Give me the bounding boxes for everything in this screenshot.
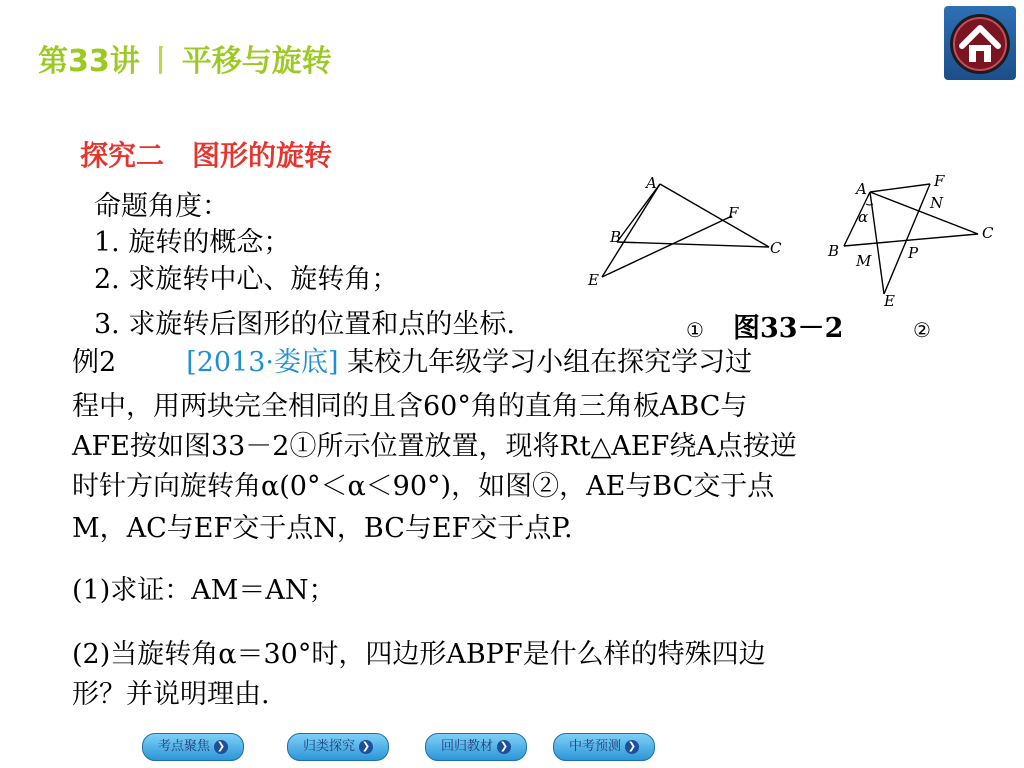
example-text: 某校九年级学习小组在探究学习过 [347,347,753,378]
lecture-topic: 平移与旋转 [181,44,332,79]
chevron-right-icon: ❯ [214,740,228,754]
nav-button-guilei[interactable] [287,733,389,761]
title-separator: 丨 [145,44,176,79]
point-label: F [728,204,739,222]
example-text: M，AC与EF交于点N，BC与EF交于点P. [72,513,573,544]
figure-2-diagram [820,170,1010,310]
nav-button-label: 归类探究 [302,739,355,754]
point-label: B [610,228,622,246]
point-label: C [770,239,782,257]
example-source: [2013·娄底] [186,347,339,378]
focus-heading: 命题角度： [94,191,229,222]
point-label: M [856,252,872,270]
focus-item: 3. 求旋转后图形的位置和点的坐标. [94,309,515,340]
question-2: (2)当旋转角α＝30°时，四边形ABPF是什么样的特殊四边 [72,639,766,670]
example-text: 程中，用两块完全相同的且含60°角的直角三角板ABC与 [72,391,748,422]
nav-button-kaodian[interactable] [142,733,244,761]
point-label: A [856,180,867,198]
nav-button-label: 回归教材 [440,739,493,754]
nav-button-label: 考点聚焦 [157,739,210,754]
point-label: E [884,292,895,310]
focus-item: 1. 旋转的概念； [94,227,291,258]
point-label: A [646,174,657,192]
question-1: (1)求证：AM＝AN； [72,575,336,606]
focus-item: 2. 求旋转中心、旋转角； [94,264,399,295]
nav-button-huigui[interactable] [425,733,527,761]
figure-caption: 图33－2 [733,313,844,344]
question-2: 形？并说明理由. [72,679,270,710]
point-label: E [588,271,599,289]
home-icon [944,6,1016,80]
nav-button-label: 中考预测 [568,739,621,754]
lecture-number: 第33讲 [38,44,140,79]
point-label: C [982,224,994,242]
point-label: P [908,244,919,262]
point-label: F [934,172,945,190]
chevron-right-icon: ❯ [497,740,511,754]
example-text: AFE按如图33－2①所示位置放置，现将Rt△AEF绕A点按逆 [72,431,797,462]
point-label: N [930,194,944,212]
example-text: 时针方向旋转角α(0°＜α＜90°)，如图②，AE与BC交于点 [72,471,775,502]
example-line [72,346,752,380]
lecture-title [38,36,332,80]
chevron-right-icon: ❯ [625,740,639,754]
figure-1-diagram [580,170,800,295]
figure-label-2: ② [913,318,931,342]
angle-label: α [858,208,869,226]
nav-button-zhongkao[interactable] [553,733,655,761]
point-label: B [828,242,840,260]
example-label: 例2 [72,347,117,378]
chevron-right-icon: ❯ [359,740,373,754]
home-button[interactable] [944,6,1016,80]
figure-label-1: ① [686,318,704,342]
section-title: 探究二 图形的旋转 [80,139,333,172]
